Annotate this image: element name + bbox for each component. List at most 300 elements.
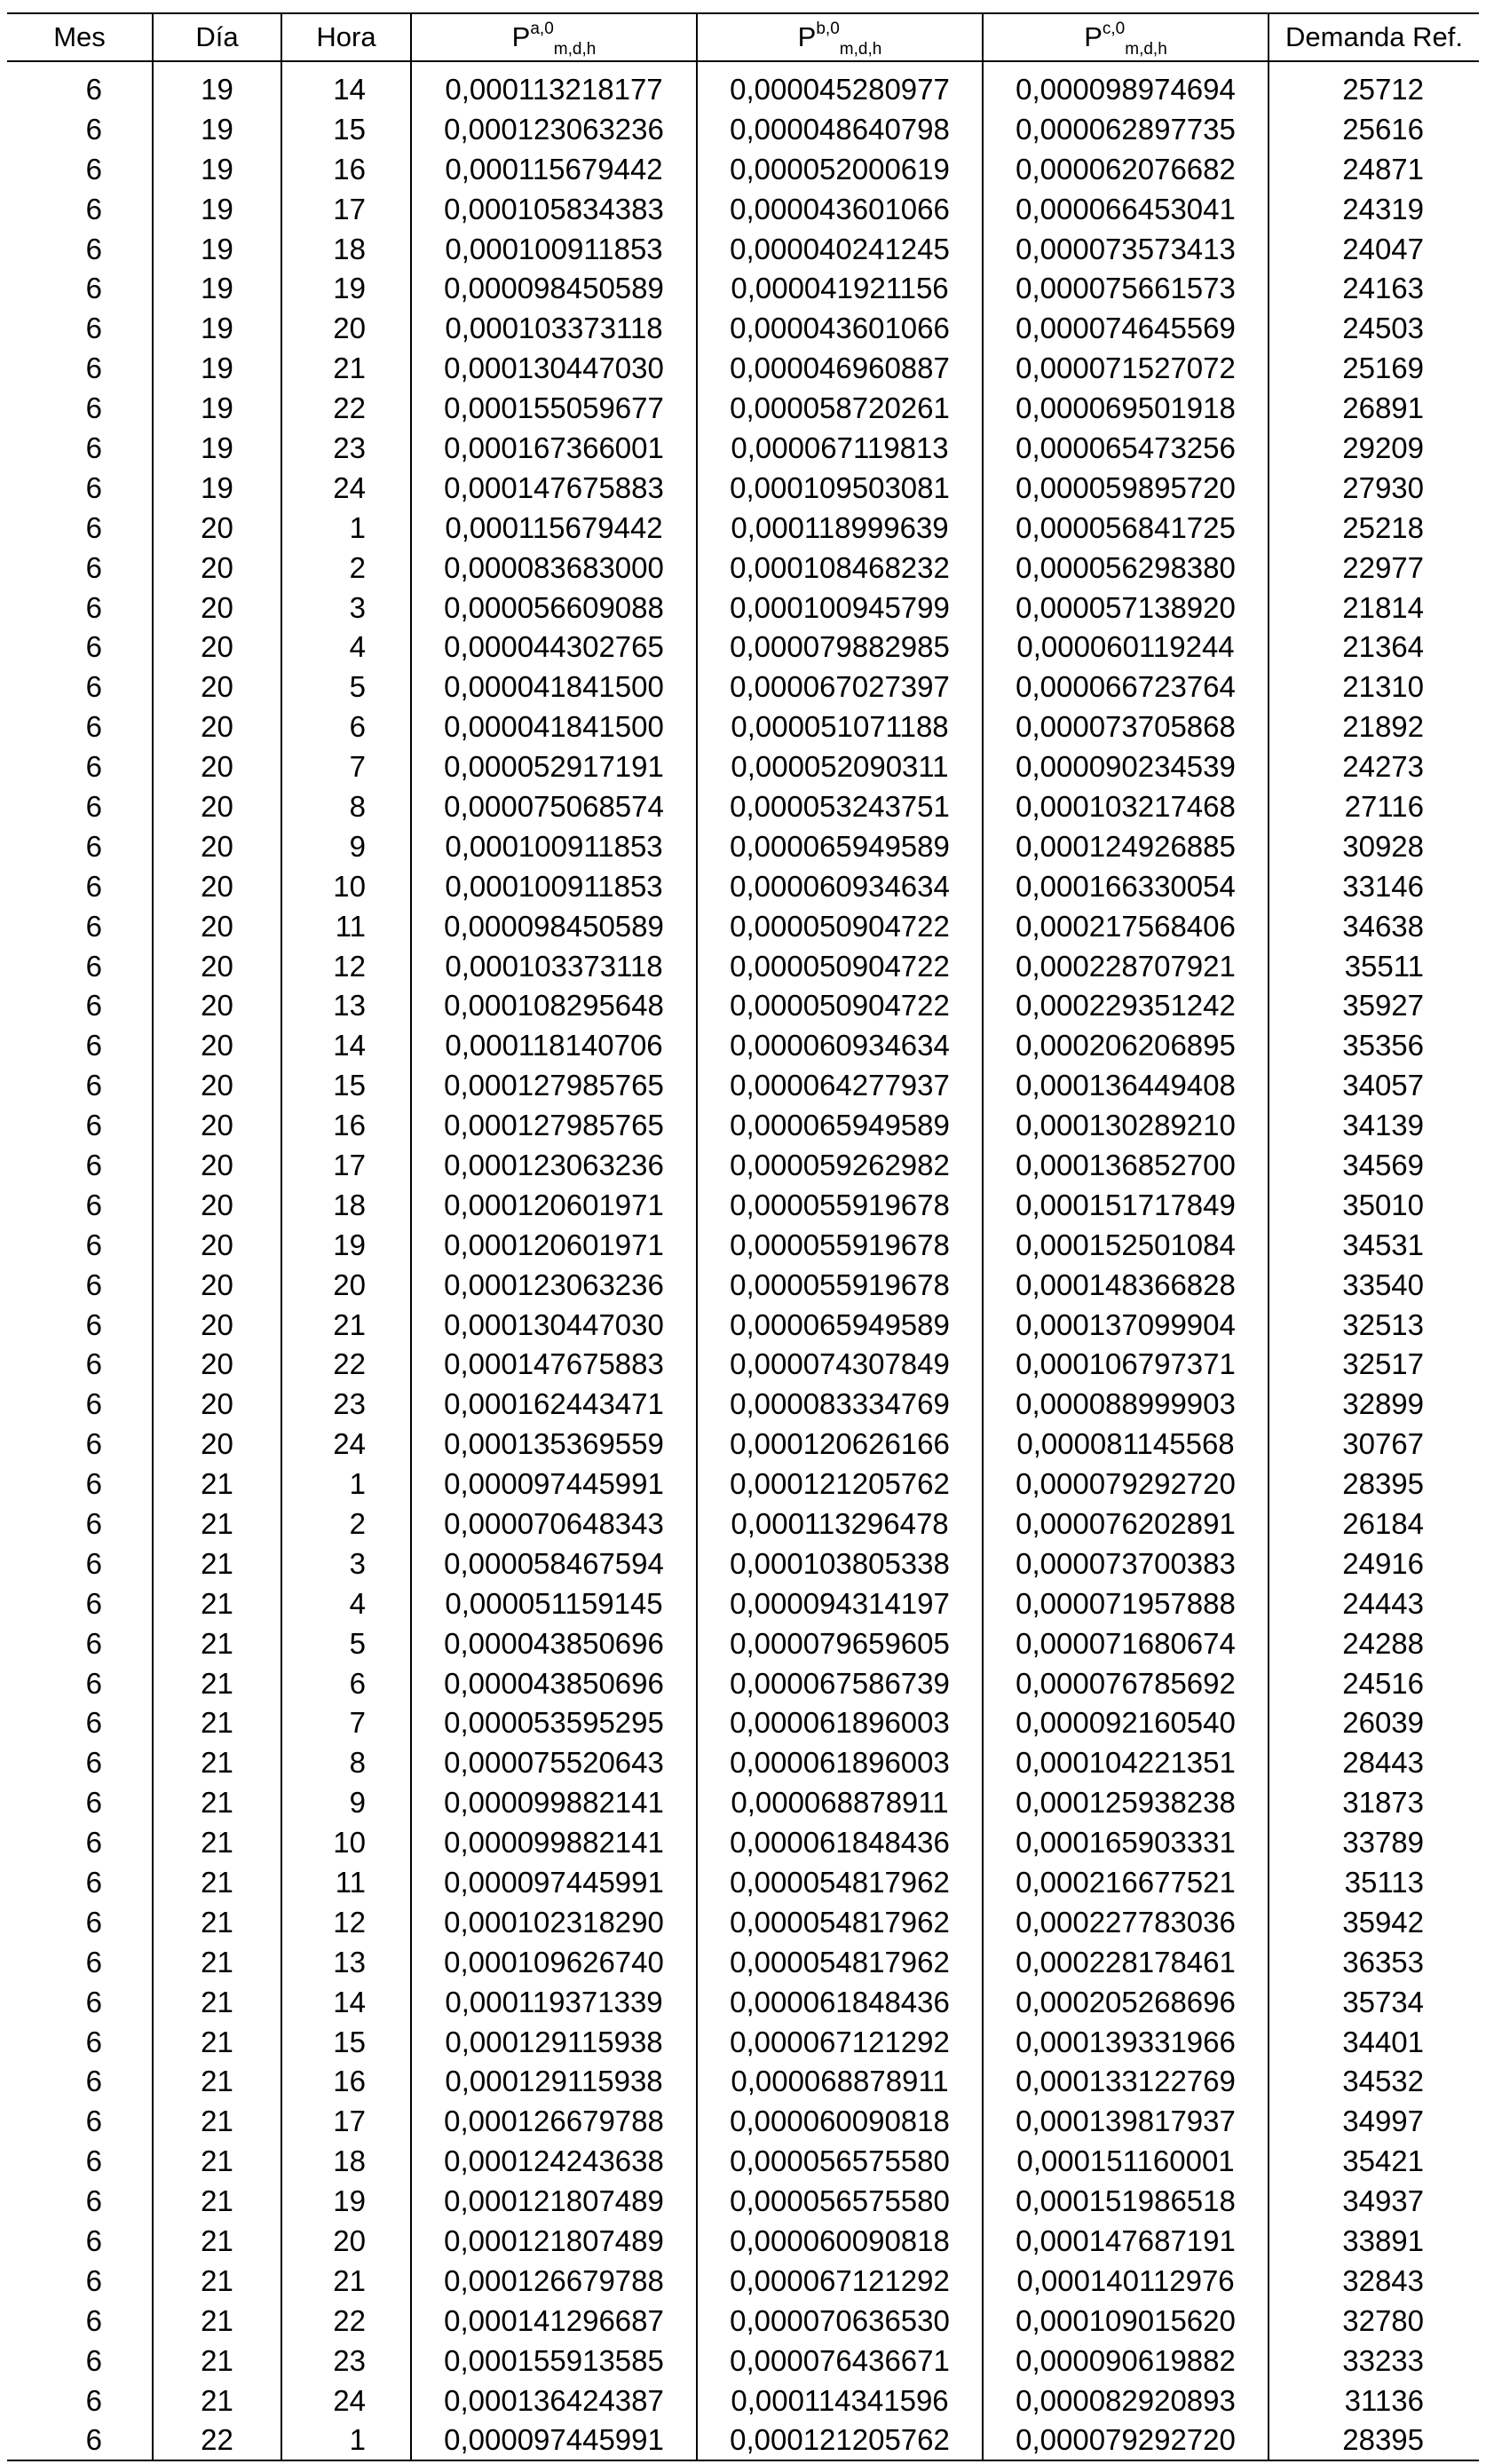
cell-pc: 0,000062076682 [983, 149, 1269, 189]
cell-pc: 0,000106797371 [983, 1345, 1269, 1385]
cell-pb: 0,000055919678 [697, 1265, 983, 1305]
cell-dia: 21 [153, 1742, 281, 1782]
cell-hora: 7 [281, 746, 411, 786]
cell-demanda: 32899 [1269, 1384, 1479, 1424]
cell-pa: 0,000041841500 [411, 667, 697, 707]
cell-mes: 6 [85, 2144, 102, 2178]
cell-pb: 0,000046960887 [697, 348, 983, 388]
cell-mes: 6 [85, 869, 102, 903]
cell-pb: 0,000056575580 [697, 2141, 983, 2181]
cell-hora: 17 [281, 189, 411, 229]
cell-demanda: 33789 [1269, 1822, 1479, 1862]
table-row [7, 1145, 1479, 1185]
cell-mes: 6 [85, 1866, 102, 1899]
cell-pa: 0,000058467594 [411, 1544, 697, 1583]
cell-mes: 6 [85, 1109, 102, 1142]
cell-pa: 0,000155913585 [411, 2341, 697, 2381]
cell-pa: 0,000098450589 [411, 268, 697, 308]
cell-pa: 0,000129115938 [411, 2062, 697, 2102]
cell-hora: 8 [281, 1742, 411, 1782]
header-pc [983, 13, 1269, 61]
header-pc-base: P [1084, 21, 1103, 52]
cell-pc: 0,000075661573 [983, 268, 1269, 308]
table-row [7, 1105, 1479, 1145]
cell-dia: 20 [153, 1384, 281, 1424]
cell-hora: 20 [281, 1265, 411, 1305]
data-table-container [7, 12, 1479, 2461]
table-row [7, 627, 1479, 667]
cell-dia: 20 [153, 627, 281, 667]
cell-mes: 6 [85, 2105, 102, 2138]
cell-pc: 0,000073705868 [983, 707, 1269, 746]
cell-hora: 22 [281, 2301, 411, 2341]
cell-hora: 1 [281, 1464, 411, 1504]
cell-pa: 0,000099882141 [411, 1822, 697, 1862]
cell-mes: 6 [85, 1546, 102, 1580]
cell-hora: 21 [281, 348, 411, 388]
table-row [7, 2381, 1479, 2421]
cell-pb: 0,000067027397 [697, 667, 983, 707]
cell-demanda: 30767 [1269, 1424, 1479, 1464]
cell-dia: 21 [153, 1862, 281, 1902]
table-row [7, 1185, 1479, 1225]
cell-pb: 0,000100945799 [697, 588, 983, 628]
cell-pc: 0,000079292720 [983, 2421, 1269, 2461]
cell-hora: 14 [281, 1982, 411, 2022]
header-pc-sub: m,d,h [1125, 40, 1167, 59]
cell-pc: 0,000205268696 [983, 1982, 1269, 2022]
demand-probability-table [7, 12, 1479, 2461]
table-row [7, 308, 1479, 348]
table-row [7, 1742, 1479, 1782]
cell-demanda: 31136 [1269, 2381, 1479, 2421]
cell-hora: 11 [281, 906, 411, 946]
cell-pa: 0,000102318290 [411, 1902, 697, 1942]
cell-dia: 21 [153, 1902, 281, 1942]
cell-demanda: 24047 [1269, 229, 1479, 269]
cell-demanda: 35511 [1269, 946, 1479, 986]
cell-dia: 21 [153, 2022, 281, 2062]
cell-pa: 0,000098450589 [411, 906, 697, 946]
cell-mes: 6 [85, 670, 102, 704]
cell-dia: 21 [153, 1822, 281, 1862]
cell-demanda: 25169 [1269, 348, 1479, 388]
cell-hora: 24 [281, 2381, 411, 2421]
cell-hora: 23 [281, 1384, 411, 1424]
cell-dia: 20 [153, 1225, 281, 1265]
table-row [7, 1025, 1479, 1065]
cell-pa: 0,000100911853 [411, 866, 697, 906]
cell-dia: 21 [153, 1544, 281, 1583]
table-row [7, 508, 1479, 548]
cell-pc: 0,000073573413 [983, 229, 1269, 269]
cell-hora: 15 [281, 1065, 411, 1105]
cell-pc: 0,000071957888 [983, 1583, 1269, 1623]
header-pb-base: P [797, 21, 817, 52]
cell-dia: 20 [153, 1345, 281, 1385]
cell-pa: 0,000097445991 [411, 1464, 697, 1504]
header-row [7, 13, 1479, 61]
cell-demanda: 21310 [1269, 667, 1479, 707]
cell-demanda: 32780 [1269, 2301, 1479, 2341]
cell-pb: 0,000061896003 [697, 1742, 983, 1782]
cell-pb: 0,000083334769 [697, 1384, 983, 1424]
cell-mes: 6 [85, 630, 102, 664]
cell-demanda: 24916 [1269, 1544, 1479, 1583]
cell-pc: 0,000137099904 [983, 1305, 1269, 1345]
cell-demanda: 24288 [1269, 1623, 1479, 1663]
cell-pb: 0,000056575580 [697, 2181, 983, 2221]
cell-dia: 21 [153, 1942, 281, 1982]
cell-hora: 3 [281, 1544, 411, 1583]
cell-dia: 22 [153, 2421, 281, 2461]
cell-hora: 21 [281, 2261, 411, 2301]
cell-hora: 10 [281, 1822, 411, 1862]
cell-pc: 0,000056841725 [983, 508, 1269, 548]
cell-mes: 6 [85, 789, 102, 823]
header-pa-base: P [511, 21, 531, 52]
table-row [7, 1464, 1479, 1504]
cell-pb: 0,000048640798 [697, 109, 983, 149]
cell-demanda: 26891 [1269, 388, 1479, 428]
cell-pc: 0,000082920893 [983, 2381, 1269, 2421]
table-row [7, 388, 1479, 428]
cell-dia: 19 [153, 61, 281, 109]
cell-mes: 6 [85, 750, 102, 784]
cell-mes: 6 [85, 1706, 102, 1740]
cell-hora: 13 [281, 1942, 411, 1982]
cell-mes: 6 [85, 1985, 102, 2018]
cell-mes: 6 [85, 1507, 102, 1540]
cell-hora: 4 [281, 627, 411, 667]
cell-demanda: 21364 [1269, 627, 1479, 667]
cell-pc: 0,000066723764 [983, 667, 1269, 707]
cell-pc: 0,000074645569 [983, 308, 1269, 348]
cell-demanda: 34057 [1269, 1065, 1479, 1105]
table-row [7, 746, 1479, 786]
table-row [7, 1663, 1479, 1703]
cell-dia: 20 [153, 946, 281, 986]
cell-mes: 6 [85, 829, 102, 863]
cell-pc: 0,000090619882 [983, 2341, 1269, 2381]
cell-mes: 6 [85, 1666, 102, 1700]
cell-pc: 0,000090234539 [983, 746, 1269, 786]
table-row [7, 2141, 1479, 2181]
cell-demanda: 35734 [1269, 1982, 1479, 2022]
cell-hora: 19 [281, 1225, 411, 1265]
cell-pa: 0,000105834383 [411, 189, 697, 229]
cell-pa: 0,000130447030 [411, 1305, 697, 1345]
cell-pb: 0,000121205762 [697, 2421, 983, 2461]
cell-pb: 0,000054817962 [697, 1902, 983, 1942]
cell-hora: 15 [281, 2022, 411, 2062]
table-row [7, 1782, 1479, 1822]
cell-mes: 6 [85, 272, 102, 305]
cell-mes: 6 [85, 1188, 102, 1221]
cell-hora: 16 [281, 149, 411, 189]
cell-pc: 0,000139817937 [983, 2101, 1269, 2141]
cell-pc: 0,000069501918 [983, 388, 1269, 428]
cell-pb: 0,000058720261 [697, 388, 983, 428]
cell-dia: 21 [153, 1583, 281, 1623]
cell-pc: 0,000066453041 [983, 189, 1269, 229]
cell-pa: 0,000053595295 [411, 1703, 697, 1743]
cell-demanda: 25616 [1269, 109, 1479, 149]
cell-dia: 19 [153, 189, 281, 229]
cell-demanda: 35421 [1269, 2141, 1479, 2181]
cell-pb: 0,000067121292 [697, 2022, 983, 2062]
cell-pb: 0,000040241245 [697, 229, 983, 269]
cell-pa: 0,000103373118 [411, 946, 697, 986]
cell-pb: 0,000067119813 [697, 428, 983, 468]
cell-demanda: 29209 [1269, 428, 1479, 468]
cell-pb: 0,000050904722 [697, 985, 983, 1025]
cell-pa: 0,000075068574 [411, 786, 697, 826]
cell-demanda: 33146 [1269, 866, 1479, 906]
cell-pc: 0,000071680674 [983, 1623, 1269, 1663]
cell-pa: 0,000126679788 [411, 2261, 697, 2301]
cell-pc: 0,000065473256 [983, 428, 1269, 468]
cell-hora: 1 [281, 508, 411, 548]
cell-mes: 6 [85, 909, 102, 943]
table-row [7, 109, 1479, 149]
cell-dia: 19 [153, 149, 281, 189]
cell-mes: 6 [85, 1347, 102, 1381]
cell-mes: 6 [85, 2025, 102, 2058]
cell-pa: 0,000135369559 [411, 1424, 697, 1464]
cell-pa: 0,000120601971 [411, 1185, 697, 1225]
table-row [7, 1583, 1479, 1623]
cell-pa: 0,000119371339 [411, 1982, 697, 2022]
cell-dia: 21 [153, 2381, 281, 2421]
cell-pc: 0,000151160001 [983, 2141, 1269, 2181]
cell-pa: 0,000123063236 [411, 1265, 697, 1305]
cell-pc: 0,000227783036 [983, 1902, 1269, 1942]
cell-pc: 0,000109015620 [983, 2301, 1269, 2341]
table-row [7, 1305, 1479, 1345]
cell-dia: 21 [153, 1782, 281, 1822]
cell-mes: 6 [85, 351, 102, 385]
cell-demanda: 28395 [1269, 2421, 1479, 2461]
cell-pa: 0,000115679442 [411, 149, 697, 189]
header-demanda: Demanda Ref. [1269, 13, 1479, 61]
cell-dia: 21 [153, 2181, 281, 2221]
cell-pa: 0,000044302765 [411, 627, 697, 667]
cell-pb: 0,000043601066 [697, 308, 983, 348]
cell-pa: 0,000123063236 [411, 109, 697, 149]
cell-dia: 20 [153, 1185, 281, 1225]
cell-dia: 20 [153, 826, 281, 866]
table-row [7, 1982, 1479, 2022]
cell-pa: 0,000120601971 [411, 1225, 697, 1265]
cell-mes: 6 [85, 2343, 102, 2377]
cell-demanda: 33540 [1269, 1265, 1479, 1305]
cell-hora: 4 [281, 1583, 411, 1623]
cell-pc: 0,000125938238 [983, 1782, 1269, 1822]
cell-pc: 0,000136449408 [983, 1065, 1269, 1105]
cell-pc: 0,000098974694 [983, 61, 1269, 109]
cell-pb: 0,000067586739 [697, 1663, 983, 1703]
cell-pc: 0,000147687191 [983, 2221, 1269, 2261]
cell-pa: 0,000113218177 [411, 61, 697, 109]
cell-pc: 0,000229351242 [983, 985, 1269, 1025]
cell-pa: 0,000097445991 [411, 1862, 697, 1902]
cell-dia: 20 [153, 588, 281, 628]
cell-pc: 0,000228707921 [983, 946, 1269, 986]
cell-demanda: 21892 [1269, 707, 1479, 746]
cell-dia: 21 [153, 1703, 281, 1743]
cell-demanda: 28395 [1269, 1464, 1479, 1504]
cell-demanda: 28443 [1269, 1742, 1479, 1782]
cell-demanda: 30928 [1269, 826, 1479, 866]
cell-pb: 0,000109503081 [697, 468, 983, 508]
cell-demanda: 25218 [1269, 508, 1479, 548]
cell-hora: 8 [281, 786, 411, 826]
cell-pa: 0,000136424387 [411, 2381, 697, 2421]
cell-hora: 18 [281, 229, 411, 269]
cell-demanda: 35927 [1269, 985, 1479, 1025]
cell-demanda: 36353 [1269, 1942, 1479, 1982]
cell-demanda: 24319 [1269, 189, 1479, 229]
header-pa-sub: m,d,h [553, 40, 597, 59]
cell-pc: 0,000060119244 [983, 627, 1269, 667]
cell-pa: 0,000052917191 [411, 746, 697, 786]
table-row [7, 1942, 1479, 1982]
table-row [7, 229, 1479, 269]
table-row [7, 2022, 1479, 2062]
cell-mes: 6 [85, 232, 102, 265]
cell-pb: 0,000060934634 [697, 866, 983, 906]
cell-pa: 0,000100911853 [411, 826, 697, 866]
cell-dia: 21 [153, 1623, 281, 1663]
header-pa [411, 13, 697, 61]
cell-dia: 21 [153, 1464, 281, 1504]
cell-mes: 6 [85, 510, 102, 544]
cell-hora: 11 [281, 1862, 411, 1902]
cell-mes: 6 [85, 550, 102, 584]
cell-pb: 0,000041921156 [697, 268, 983, 308]
cell-demanda: 35010 [1269, 1185, 1479, 1225]
cell-mes: 6 [85, 470, 102, 504]
cell-pc: 0,000057138920 [983, 588, 1269, 628]
cell-mes: 6 [85, 391, 102, 425]
cell-demanda: 34638 [1269, 906, 1479, 946]
cell-demanda: 34569 [1269, 1145, 1479, 1185]
cell-dia: 20 [153, 746, 281, 786]
cell-mes: 6 [85, 2065, 102, 2098]
cell-pc: 0,000228178461 [983, 1942, 1269, 1982]
table-row [7, 1225, 1479, 1265]
cell-dia: 19 [153, 348, 281, 388]
cell-pc: 0,000103217468 [983, 786, 1269, 826]
cell-dia: 20 [153, 508, 281, 548]
cell-pa: 0,000127985765 [411, 1105, 697, 1145]
cell-dia: 20 [153, 1305, 281, 1345]
cell-demanda: 35113 [1269, 1862, 1479, 1902]
cell-hora: 14 [281, 1025, 411, 1065]
cell-mes: 6 [85, 1467, 102, 1501]
table-row [7, 1504, 1479, 1544]
table-row [7, 468, 1479, 508]
table-row [7, 667, 1479, 707]
table-row [7, 588, 1479, 628]
table-header [7, 13, 1479, 61]
cell-demanda: 27930 [1269, 468, 1479, 508]
cell-pb: 0,000050904722 [697, 906, 983, 946]
cell-pa: 0,000129115938 [411, 2022, 697, 2062]
cell-mes: 6 [85, 1746, 102, 1780]
cell-pa: 0,000115679442 [411, 508, 697, 548]
cell-dia: 21 [153, 2301, 281, 2341]
cell-pa: 0,000051159145 [411, 1583, 697, 1623]
cell-pa: 0,000056609088 [411, 588, 697, 628]
cell-hora: 23 [281, 428, 411, 468]
cell-pc: 0,000092160540 [983, 1703, 1269, 1743]
table-row [7, 1862, 1479, 1902]
cell-dia: 20 [153, 866, 281, 906]
cell-dia: 19 [153, 229, 281, 269]
cell-mes: 6 [85, 1786, 102, 1820]
header-pb-sub: m,d,h [839, 40, 882, 59]
cell-pc: 0,000062897735 [983, 109, 1269, 149]
cell-pb: 0,000055919678 [697, 1225, 983, 1265]
table-body [7, 61, 1479, 2460]
cell-pb: 0,000065949589 [697, 826, 983, 866]
cell-mes: 6 [85, 192, 102, 225]
cell-pb: 0,000113296478 [697, 1504, 983, 1544]
cell-pc: 0,000124926885 [983, 826, 1269, 866]
cell-dia: 19 [153, 468, 281, 508]
header-hora: Hora [281, 13, 411, 61]
cell-pc: 0,000071527072 [983, 348, 1269, 388]
cell-pa: 0,000108295648 [411, 985, 697, 1025]
cell-pc: 0,000216677521 [983, 1862, 1269, 1902]
cell-dia: 21 [153, 2141, 281, 2181]
cell-pb: 0,000065949589 [697, 1305, 983, 1345]
cell-pc: 0,000140112976 [983, 2261, 1269, 2301]
cell-demanda: 34997 [1269, 2101, 1479, 2141]
cell-hora: 20 [281, 308, 411, 348]
cell-demanda: 21814 [1269, 588, 1479, 628]
cell-pb: 0,000094314197 [697, 1583, 983, 1623]
cell-hora: 16 [281, 2062, 411, 2102]
table-row [7, 1345, 1479, 1385]
cell-demanda: 31873 [1269, 1782, 1479, 1822]
cell-mes: 6 [85, 1905, 102, 1939]
table-row [7, 149, 1479, 189]
table-row [7, 946, 1479, 986]
cell-pc: 0,000088999903 [983, 1384, 1269, 1424]
table-row [7, 2421, 1479, 2461]
cell-demanda: 35942 [1269, 1902, 1479, 1942]
table-row [7, 985, 1479, 1025]
cell-pb: 0,000060934634 [697, 1025, 983, 1065]
cell-dia: 20 [153, 667, 281, 707]
cell-demanda: 32513 [1269, 1305, 1479, 1345]
cell-pc: 0,000130289210 [983, 1105, 1269, 1145]
cell-hora: 17 [281, 2101, 411, 2141]
cell-pb: 0,000052090311 [697, 746, 983, 786]
cell-pa: 0,000083683000 [411, 548, 697, 588]
cell-hora: 24 [281, 1424, 411, 1464]
cell-dia: 20 [153, 1424, 281, 1464]
cell-mes: 6 [85, 949, 102, 983]
cell-dia: 20 [153, 1145, 281, 1185]
cell-pa: 0,000100911853 [411, 229, 697, 269]
cell-hora: 19 [281, 268, 411, 308]
cell-pb: 0,000060090818 [697, 2221, 983, 2261]
header-pa-sup: a,0 [530, 20, 554, 38]
